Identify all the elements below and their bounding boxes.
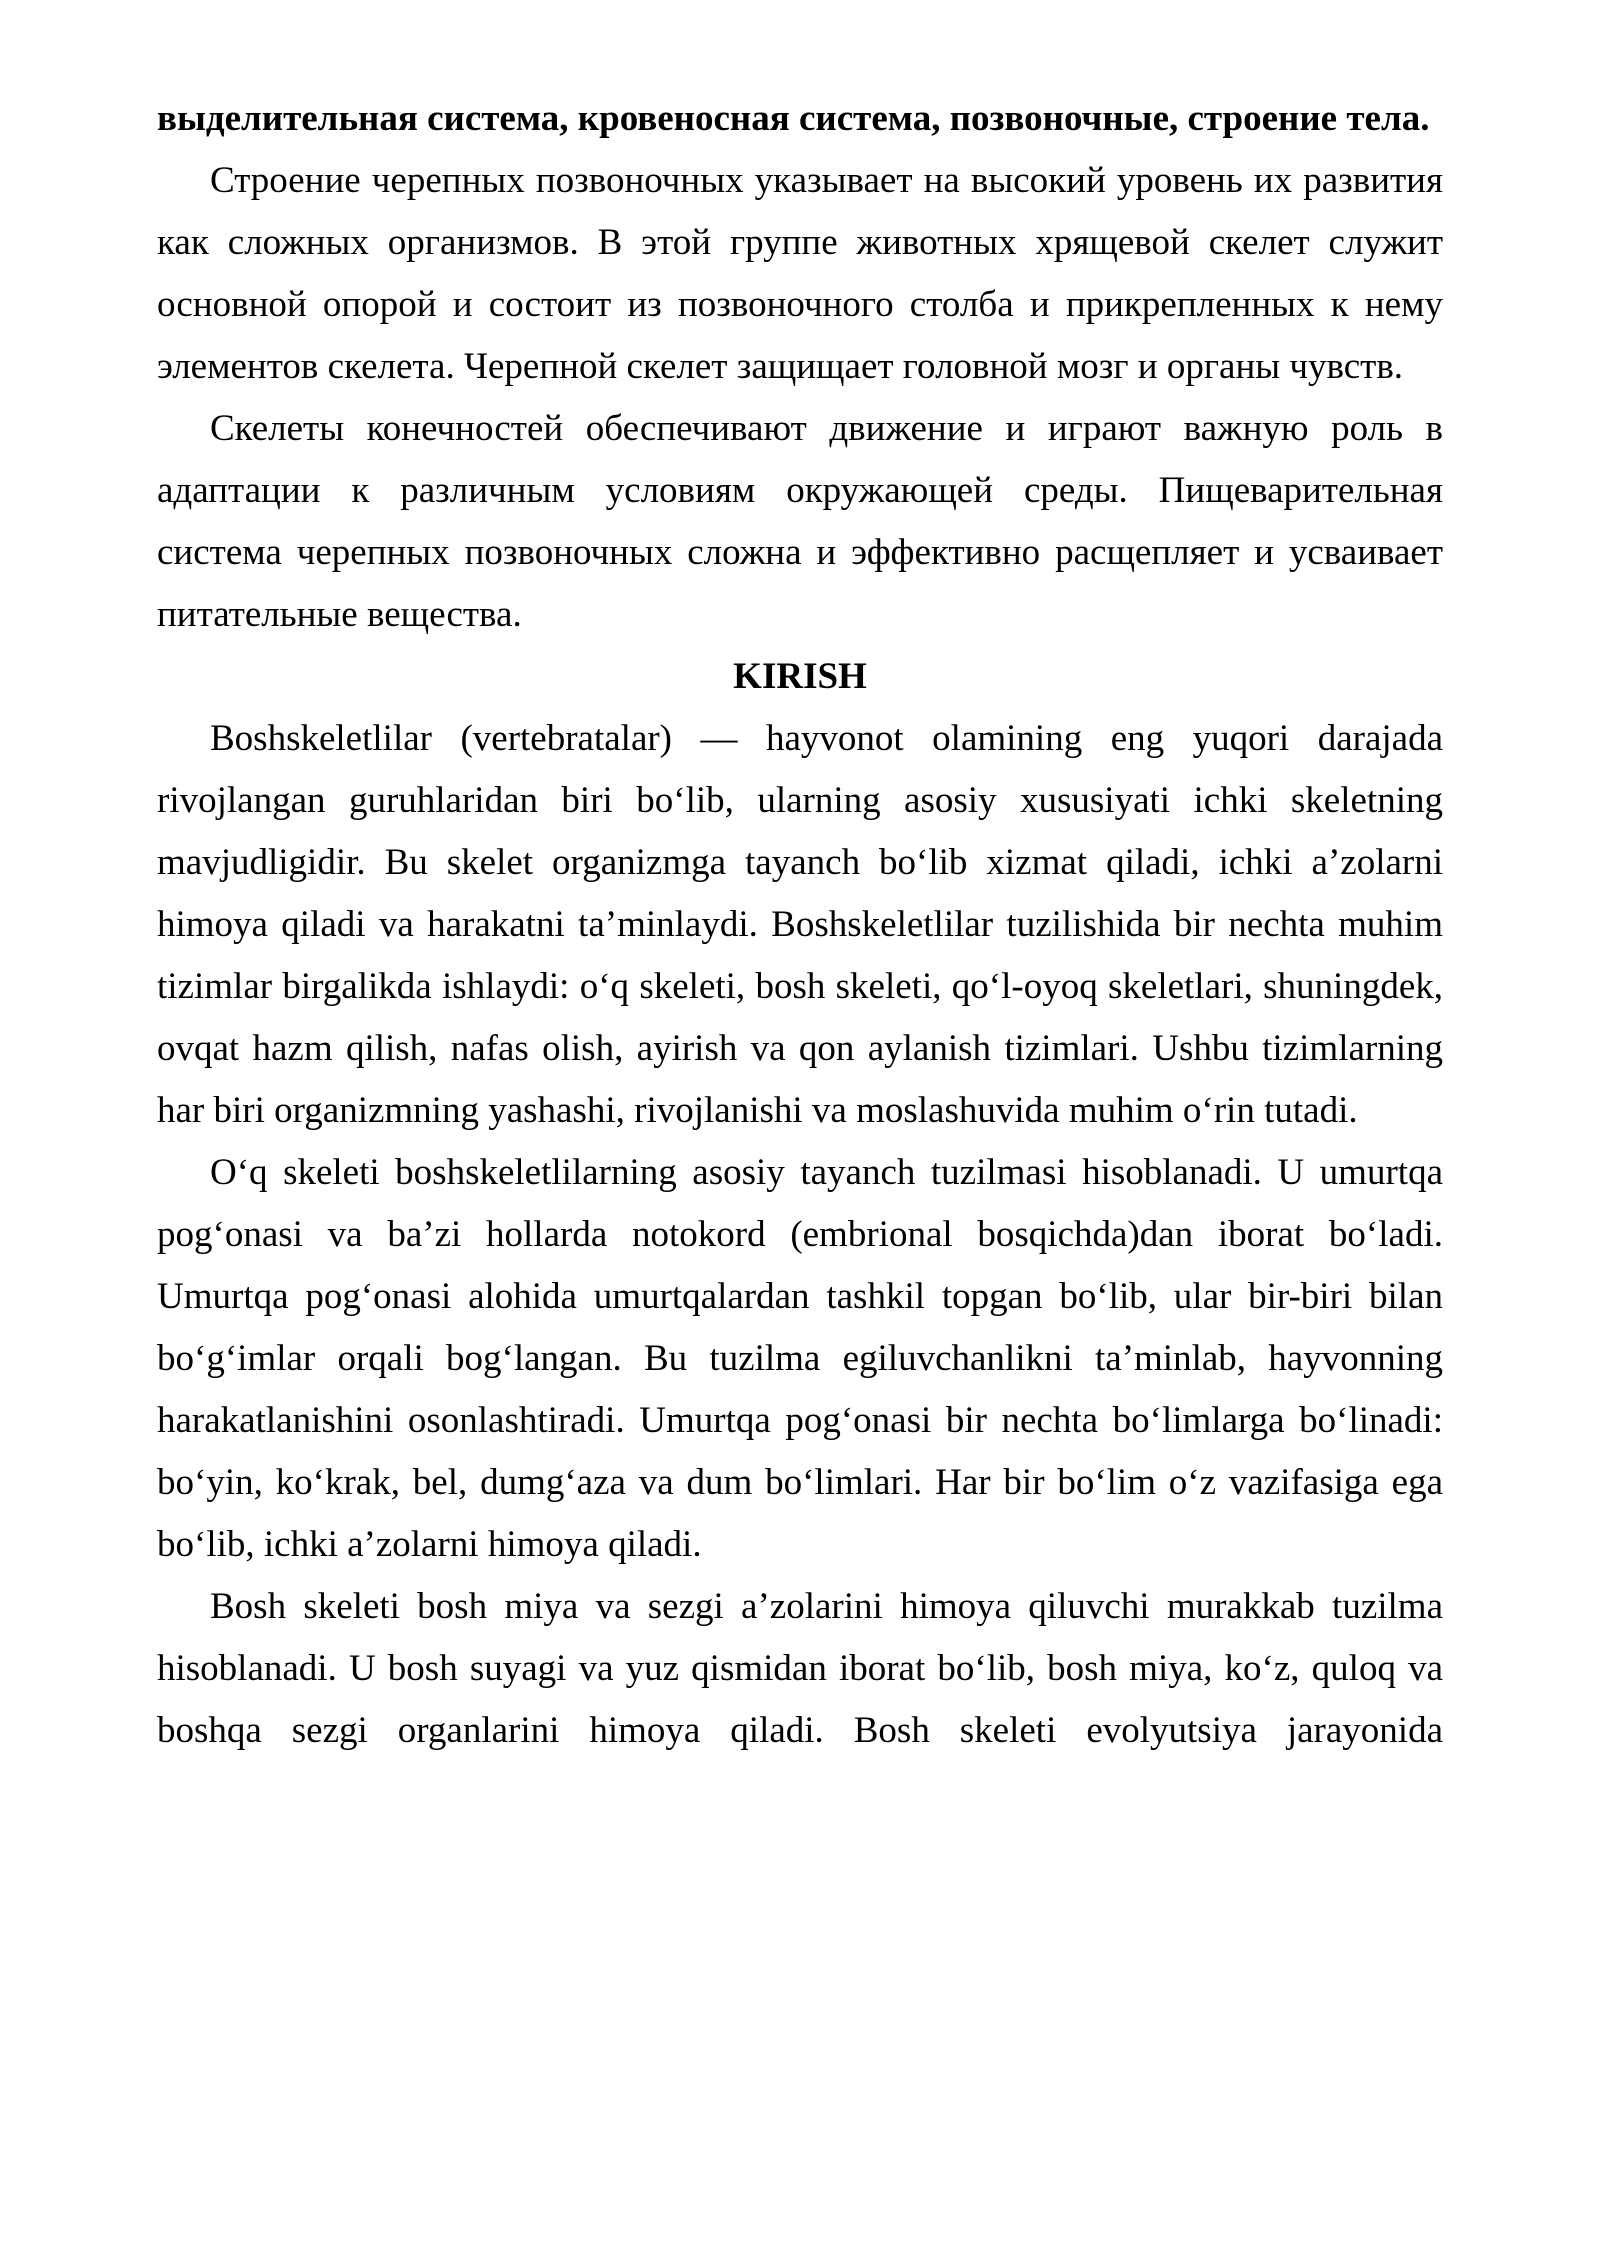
paragraph-skull-structure: Строение черепных позвоночных указывает на высокий уровень их развития как сложных организмов. В этой группе животных хрящевой скелет служит основной опорой и состоит из позвоночного столба и прикрепленных к нему элементов скелета. Черепной скелет защищает головной мозг и органы чувств. [157,160,1443,387]
paragraph-oq-skeleti: Oʻq skeleti boshskeletlilarning asosiy tayanch tuzilmasi hisoblanadi. U umurtqa pogʻonasi va ba’zi hollarda notokord (embrional bosqichda)dan iborat boʻladi. Umurtqa pogʻonasi alohida umurtqalardan tashkil topgan boʻlib, ular bir-biri bilan boʻgʻimlar orqali bogʻlangan. Bu tuzilma egiluvchanlikni ta’minlab, hayvonning harakatlanishini osonlashtiradi. Umurtqa pogʻonasi bir nechta boʻlimlarga boʻlinadi: boʻyin, koʻkrak, bel, dumgʻaza va dum boʻlimlari. Har bir boʻlim oʻz vazifasiga ega boʻlib, ichki a’zolarni himoya qiladi. [157,1152,1443,1565]
paragraph-limb-skeletons: Скелеты конечностей обеспечивают движение и играют важную роль в адаптации к различным условиям окружающей среды. Пищеварительная система черепных позвоночных сложна и эффективно расщепляет и усваивает питательные вещества. [157,408,1443,635]
heading-continuation: выделительная система, кровеносная система, позвоночные, строение тела. [157,98,1430,139]
paragraph-boshskeletlilar-intro: Boshskeletlilar (vertebratalar) — hayvonot olamining eng yuqori darajada rivojlangan guruhlaridan biri boʻlib, ularning asosiy xususiyati ichki skeletning mavjudligidir. Bu skelet organizmga tayanch boʻlib xizmat qiladi, ichki a’zolarni himoya qiladi va harakatni ta’minlaydi. Boshskeletlilar tuzilishida bir nechta muhim tizimlar birgalikda ishlaydi: oʻq skeleti, bosh skeleti, qoʻl-oyoq skeletlari, shuningdek, ovqat hazm qilish, nafas olish, ayirish va qon aylanish tizimlari. Ushbu tizimlarning har biri organizmning yashashi, rivojlanishi va moslashuvida muhim oʻrin tutadi. [157,718,1443,1131]
section-title-kirish: KIRISH [733,656,867,697]
paragraph-bosh-skeleti: Bosh skeleti bosh miya va sezgi a’zolarini himoya qiluvchi murakkab tuzilma hisoblanadi. U bosh suyagi va yuz qismidan iborat boʻlib, bosh miya, koʻz, quloq va boshqa sezgi organlarini himoya qiladi. Bosh skeleti evolyutsiya jarayonida [157,1586,1443,1751]
